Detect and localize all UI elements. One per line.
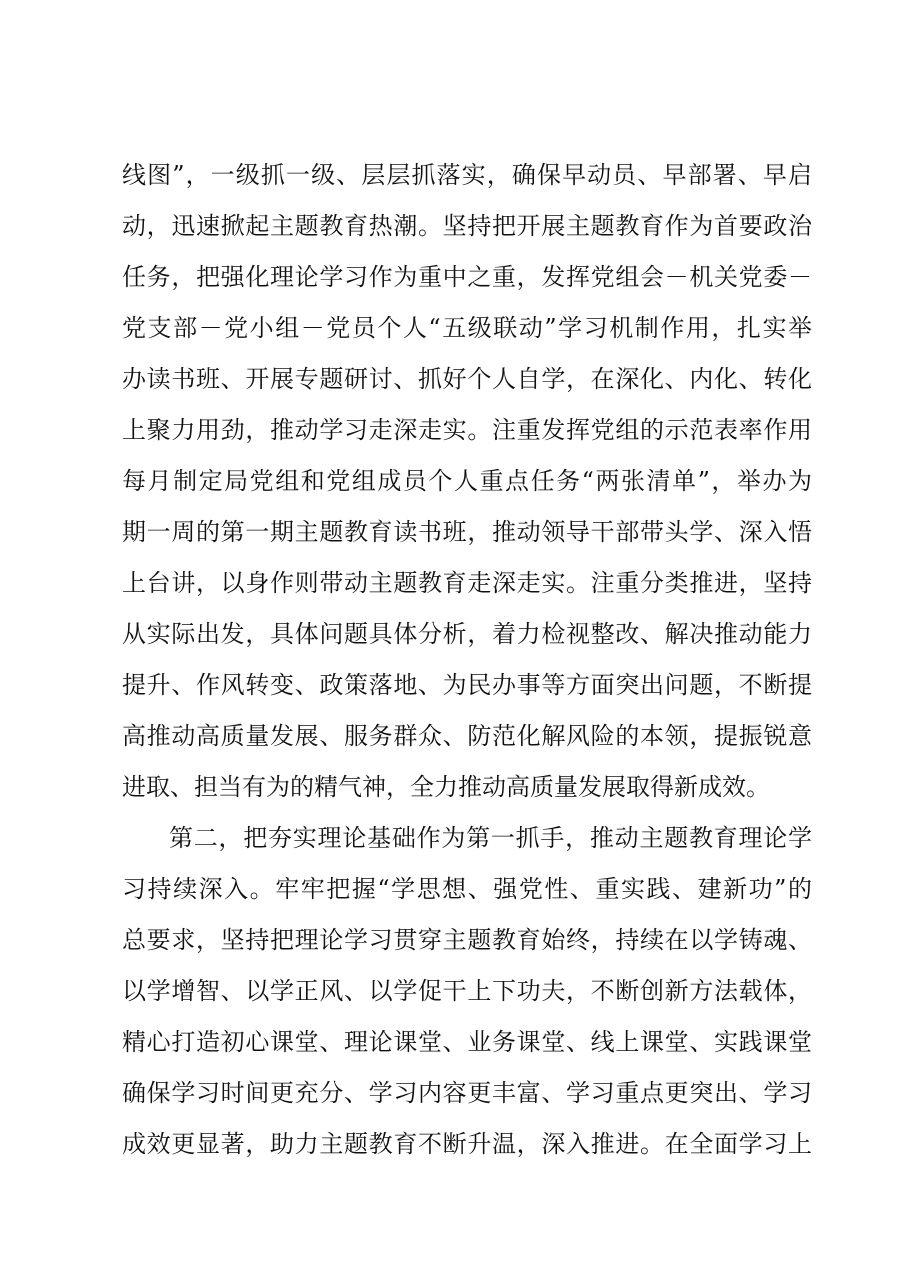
paragraph-line: 精心打造初心课堂、理论课堂、业务课堂、线上课堂、实践课堂 (122, 1028, 812, 1056)
paragraph-1 (122, 150, 812, 813)
paragraph-2 (122, 813, 812, 1170)
paragraph-line: 习持续深入。牢牢把握“学思想、强党性、重实践、建新功”的 (122, 875, 812, 903)
document-body (122, 150, 812, 1170)
paragraph-line: 进取、担当有为的精气神，全力推动高质量发展取得新成效。 (122, 773, 770, 801)
paragraph-line: 总要求，坚持把理论学习贯穿主题教育始终，持续在以学铸魂、 (122, 926, 812, 954)
paragraph-line: 线图”，一级抓一级、层层抓落实，确保早动员、早部署、早启 (122, 161, 812, 189)
paragraph-line: 动，迅速掀起主题教育热潮。坚持把开展主题教育作为首要政治 (122, 212, 812, 240)
paragraph-line: 上聚力用劲，推动学习走深走实。注重发挥党组的示范表率作用 (122, 416, 812, 444)
paragraph-line: 从实际出发，具体问题具体分析，着力检视整改、解决推动能力 (122, 620, 812, 648)
paragraph-line: 高推动高质量发展、服务群众、防范化解风险的本领，提振锐意 (122, 722, 812, 750)
paragraph-line: 办读书班、开展专题研讨、抓好个人自学，在深化、内化、转化 (122, 365, 812, 393)
paragraph-line: 成效更显著，助力主题教育不断升温，深入推进。在全面学习上 (122, 1130, 812, 1158)
paragraph-line: 确保学习时间更充分、学习内容更丰富、学习重点更突出、学习 (122, 1079, 812, 1107)
paragraph-line: 党支部－党小组－党员个人“五级联动”学习机制作用，扎实举 (122, 314, 812, 342)
paragraph-line: 期一周的第一期主题教育读书班，推动领导干部带头学、深入悟 (122, 518, 812, 546)
paragraph-line: 每月制定局党组和党组成员个人重点任务“两张清单”，举办为 (122, 467, 812, 495)
paragraph-line: 以学增智、以学正风、以学促干上下功夫，不断创新方法载体， (122, 977, 812, 1005)
paragraph-line: 提升、作风转变、政策落地、为民办事等方面突出问题，不断提 (122, 671, 812, 699)
paragraph-line: 任务，把强化理论学习作为重中之重，发挥党组会－机关党委－ (122, 263, 812, 291)
paragraph-line: 上台讲，以身作则带动主题教育走深走实。注重分类推进，坚持 (122, 569, 812, 597)
paragraph-line: 第二，把夯实理论基础作为第一抓手，推动主题教育理论学 (169, 824, 812, 852)
